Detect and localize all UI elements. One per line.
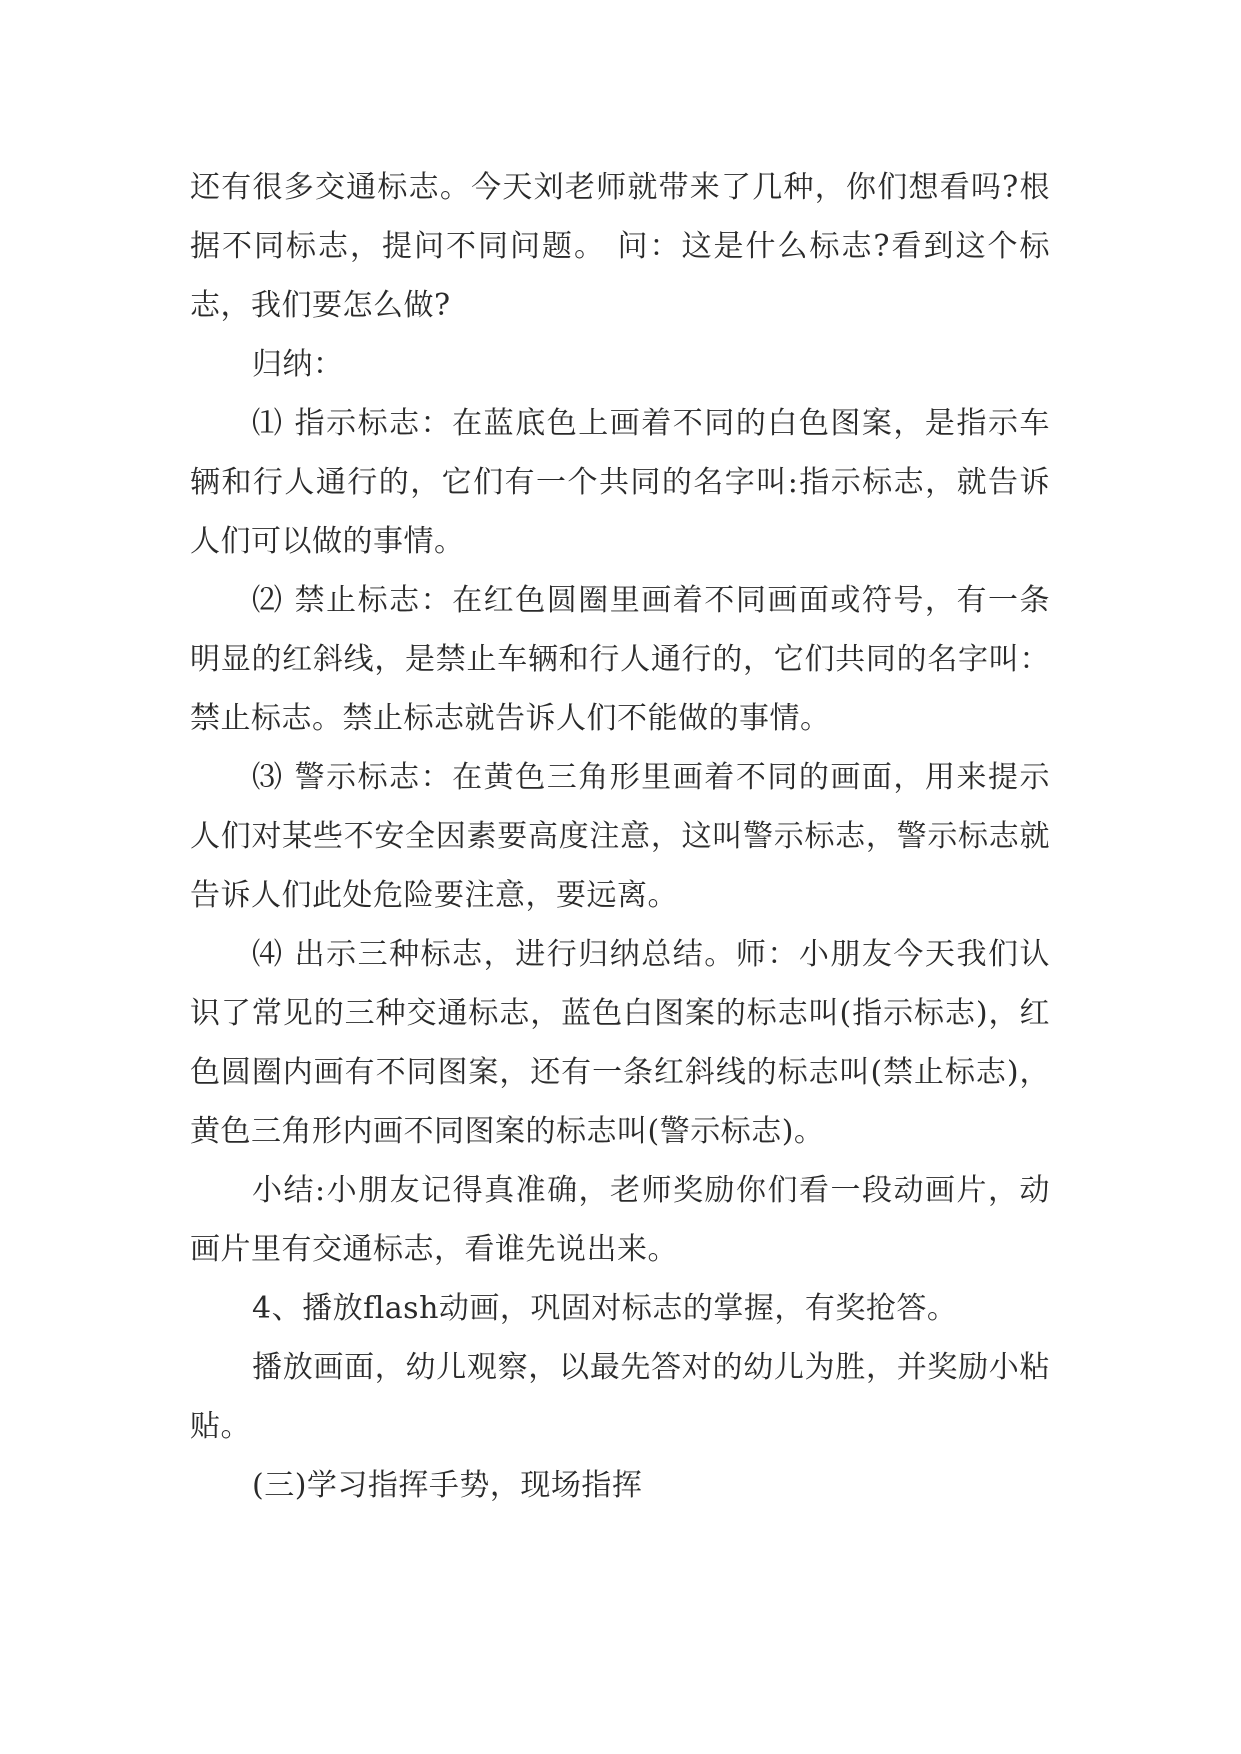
paragraph-prohibition-sign: ⑵ 禁止标志：在红色圆圈里画着不同画面或符号，有一条明显的红斜线，是禁止车辆和行人通行的，它们共同的名字叫：禁止标志。禁止标志就告诉人们不能做的事情。 xyxy=(190,583,1050,736)
document-body xyxy=(190,158,1050,1515)
paragraph-section-three: (三)学习指挥手势，现场指挥 xyxy=(252,1468,643,1503)
paragraph-brief-conclusion: 小结:小朋友记得真准确，老师奖励你们看一段动画片，动画片里有交通标志，看谁先说出来。 xyxy=(190,1173,1050,1267)
paragraph-step-4: 4、播放flash动画，巩固对标志的掌握，有奖抢答。 xyxy=(252,1291,958,1326)
paragraph-warning-sign: ⑶ 警示标志：在黄色三角形里画着不同的画面，用来提示人们对某些不安全因素要高度注意，这叫警示标志，警示标志就告诉人们此处危险要注意，要远离。 xyxy=(190,760,1050,913)
paragraph-intro: 还有很多交通标志。今天刘老师就带来了几种，你们想看吗?根据不同标志，提问不同问题。 问：这是什么标志?看到这个标志，我们要怎么做? xyxy=(190,170,1050,323)
paragraph-summary-heading: 归纳： xyxy=(252,347,344,382)
paragraph-play-screen: 播放画面，幼儿观察，以最先答对的幼儿为胜，并奖励小粘贴。 xyxy=(190,1350,1050,1444)
paragraph-indication-sign: ⑴ 指示标志：在蓝底色上画着不同的白色图案，是指示车辆和行人通行的，它们有一个共同的名字叫:指示标志，就告诉人们可以做的事情。 xyxy=(190,406,1050,559)
paragraph-three-signs-summary: ⑷ 出示三种标志，进行归纳总结。师：小朋友今天我们认识了常见的三种交通标志，蓝色白图案的标志叫(指示标志)，红色圆圈内画有不同图案，还有一条红斜线的标志叫(禁止标志)，黄色三角形内画不同图案的标志叫(警示标志)。 xyxy=(190,937,1050,1149)
